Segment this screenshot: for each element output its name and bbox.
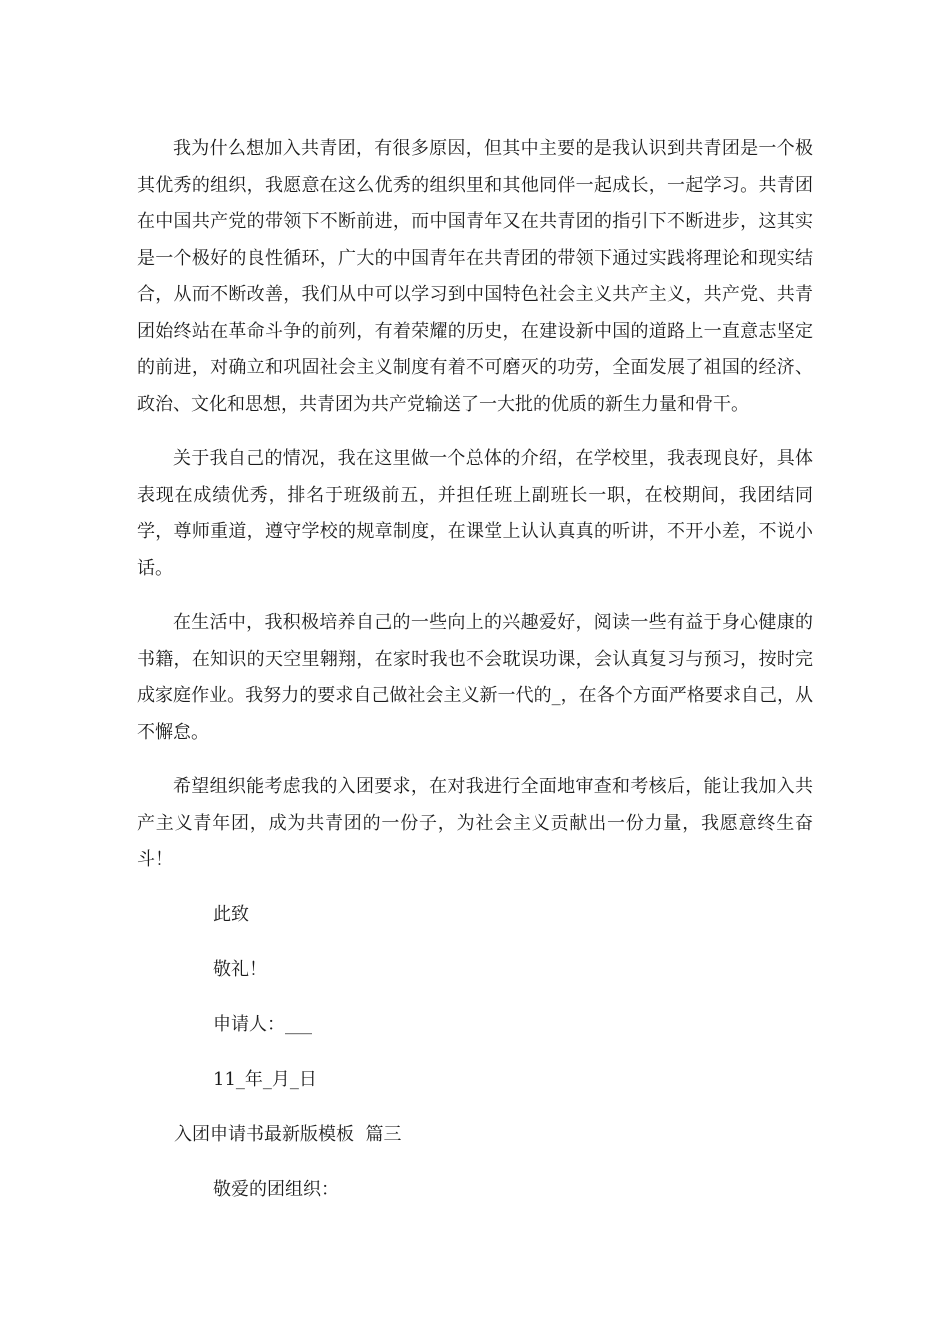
closing-regards: 敬礼！ [213, 958, 267, 980]
section-title: 入团申请书最新版模板 篇三 [174, 1123, 402, 1145]
document-body [137, 131, 813, 1227]
paragraph-request: 希望组织能考虑我的入团要求，在对我进行全面地审查和考核后，能让我加入共产主义青年团，成为共青团的一份子，为社会主义贡献出一份力量，我愿意终生奋斗！ [137, 776, 813, 870]
section-greeting: 敬爱的团组织： [213, 1178, 339, 1200]
paragraph-self-introduction: 关于我自己的情况，我在这里做一个总体的介绍，在学校里，我表现良好，具体表现在成绩优秀，排名于班级前五，并担任班上副班长一职，在校期间，我团结同学，尊师重道，遵守学校的规章制度，在课堂上认认真真的听讲，不开小差，不说小话。 [137, 448, 813, 579]
closing-salutation: 此致 [213, 903, 249, 925]
paragraph-daily-life: 在生活中，我积极培养自己的一些向上的兴趣爱好，阅读一些有益于身心健康的书籍，在知识的天空里翱翔，在家时我也不会耽误功课，会认真复习与预习，按时完成家庭作业。我努力的要求自己做社会主义新一代的_，在各个方面严格要求自己，从不懈怠。 [137, 612, 813, 743]
applicant-signature-line: 申请人：___ [213, 1013, 312, 1035]
paragraph-motivation: 我为什么想加入共青团，有很多原因，但其中主要的是我认识到共青团是一个极其优秀的组织，我愿意在这么优秀的组织里和其他同伴一起成长，一起学习。共青团在中国共产党的带领下不断前进，而中国青年又在共青团的指引下不断进步，这其实是一个极好的良性循环，广大的中国青年在共青团的带领下通过实践将理论和现实结合，从而不断改善，我们从中可以学习到中国特色社会主义共产主义，共产党、共青团始终站在革命斗争的前列，有着荣耀的历史，在建设新中国的道路上一直意志坚定的前进，对确立和巩固社会主义制度有着不可磨灭的功劳，全面发展了祖国的经济、政治、文化和思想，共青团为共产党输送了一大批的优质的新生力量和骨干。 [137, 138, 813, 415]
date-line: 11_年_月_日 [213, 1068, 317, 1090]
